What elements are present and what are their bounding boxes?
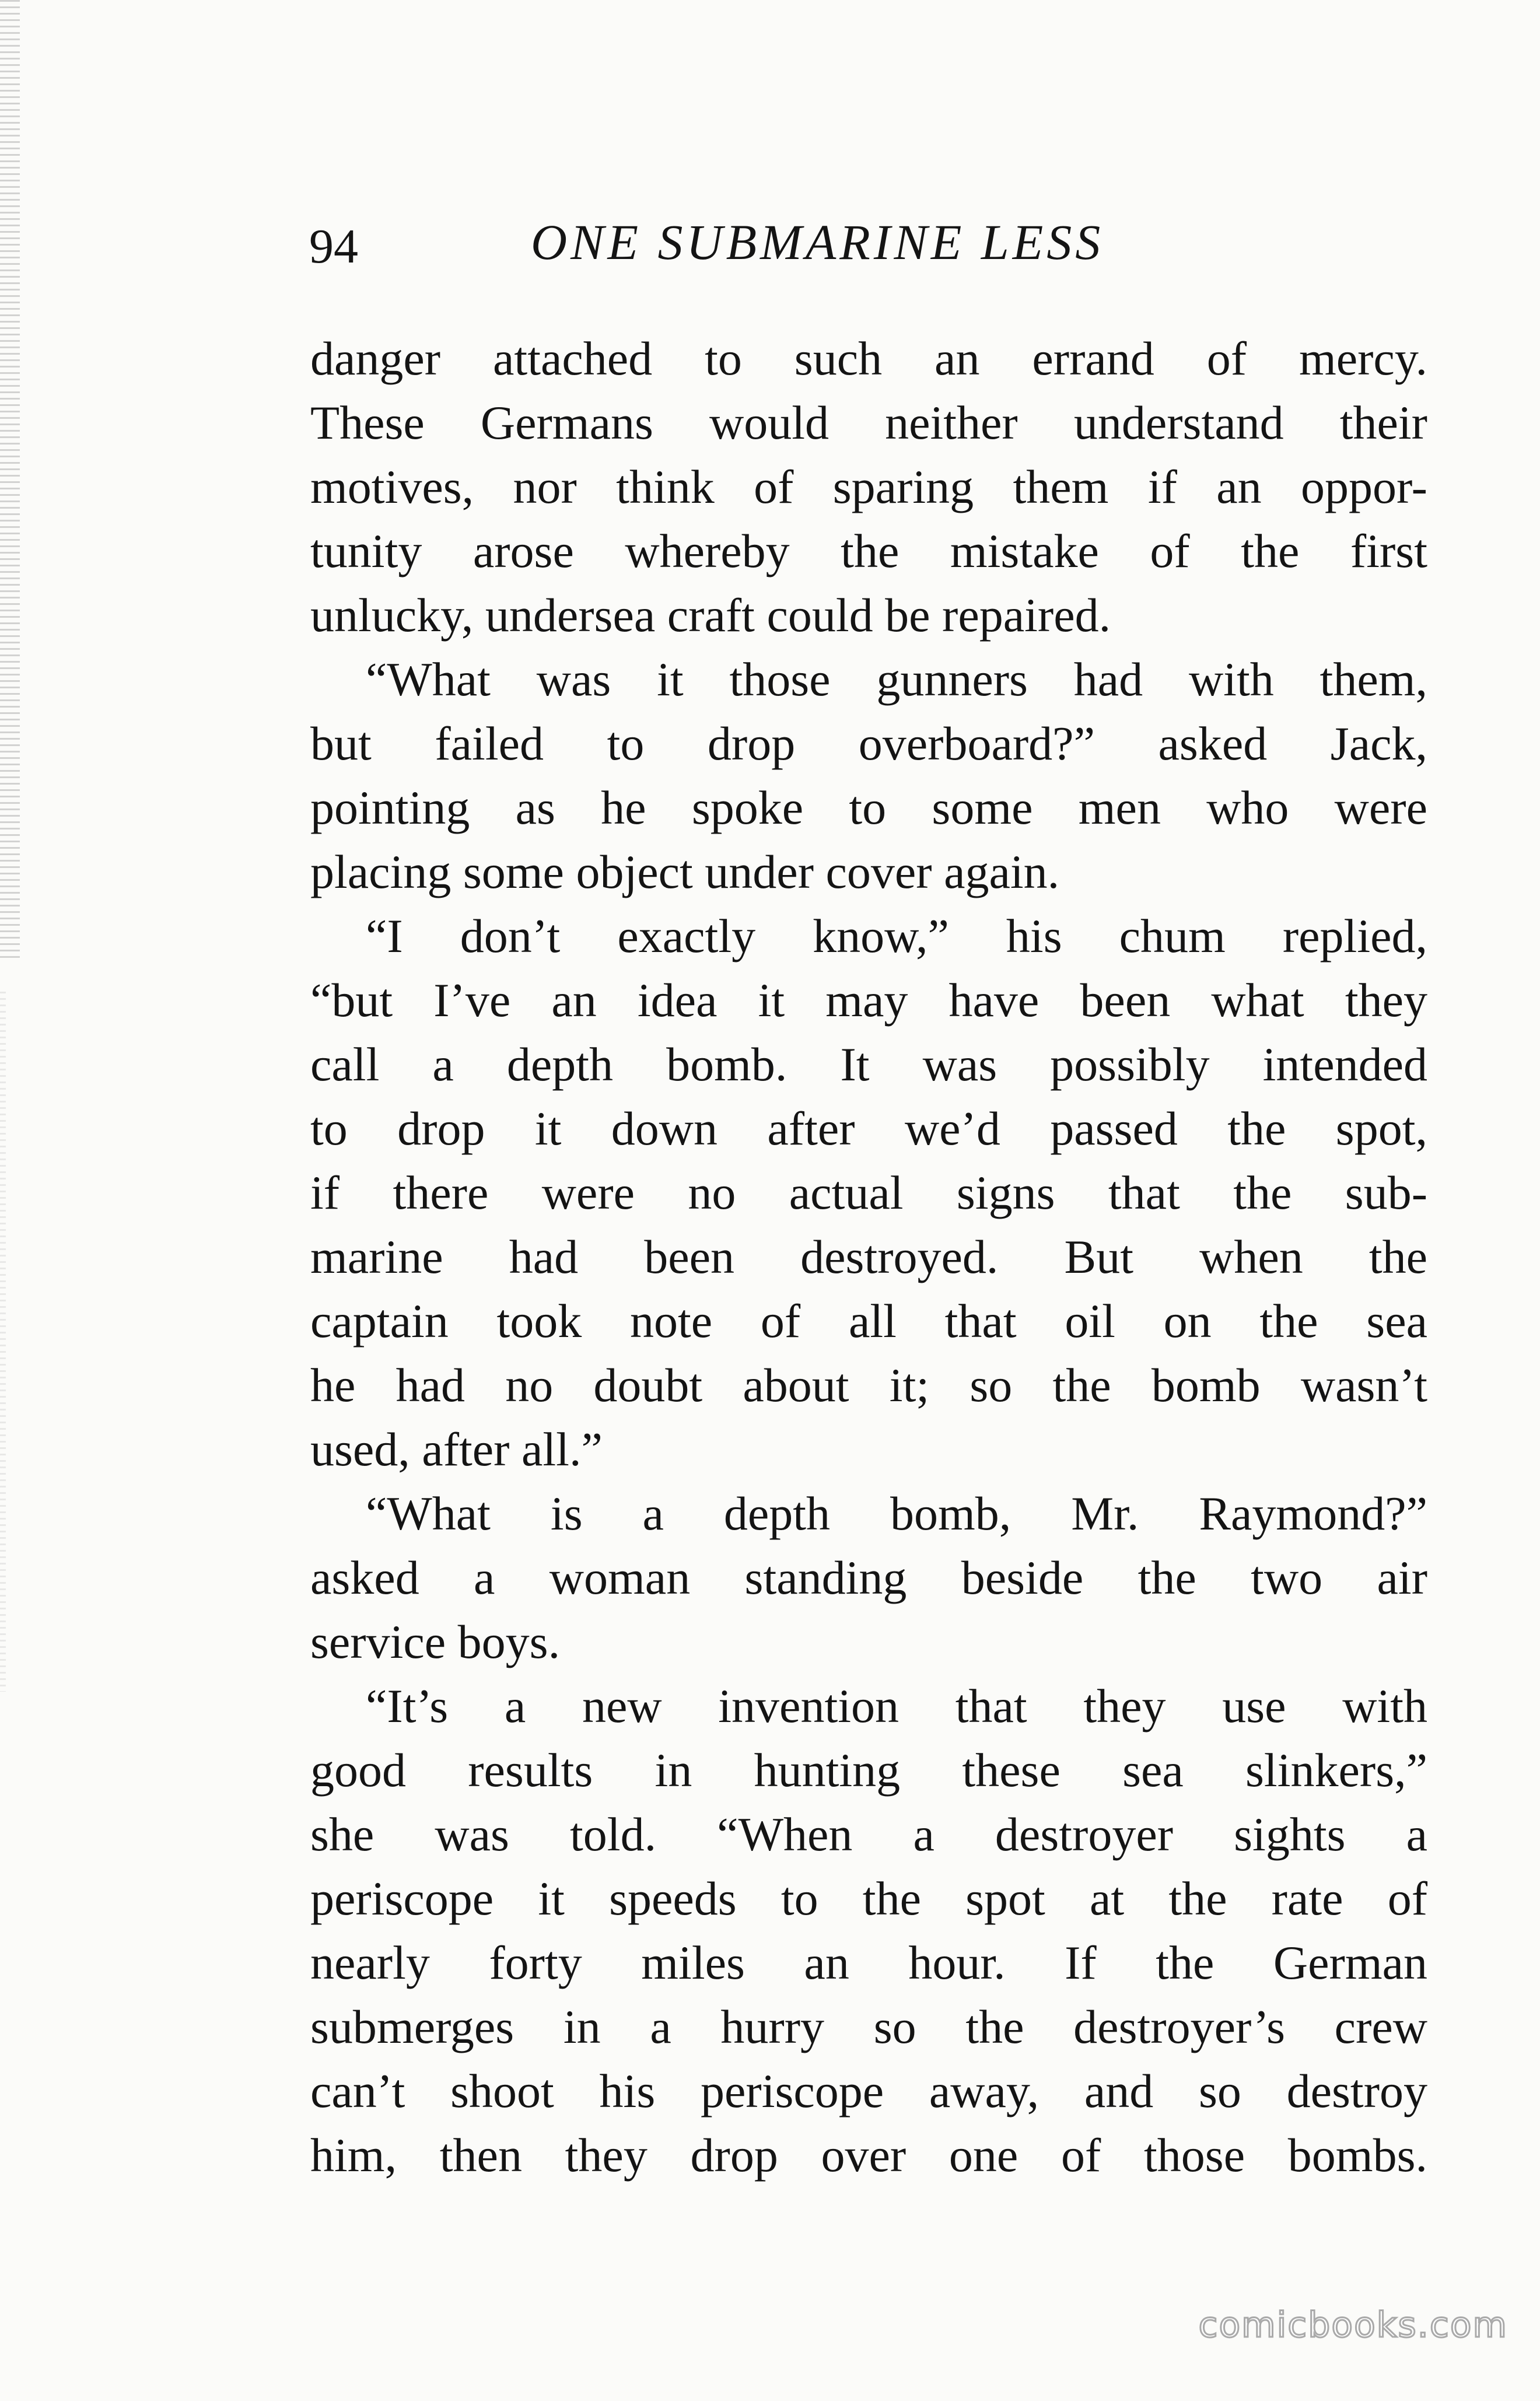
text-line: can’t shoot his periscope away, and so destroy (310, 2064, 1427, 2118)
text-line: tunity arose whereby the mistake of the first (310, 524, 1427, 578)
text-line: he had no doubt about it; so the bomb wasn’t (310, 1359, 1427, 1412)
text-line: used, after all.” (310, 1423, 603, 1476)
text-line: “I don’t exactly know,” his chum replied, (366, 909, 1427, 963)
text-line: “What is a depth bomb, Mr. Raymond?” (366, 1487, 1427, 1540)
scan-edge-artifact (0, 0, 20, 963)
text-line: “What was it those gunners had with them, (366, 653, 1427, 706)
text-line: captain took note of all that oil on the sea (310, 1294, 1427, 1348)
text-line: periscope it speeds to the spot at the rate of (310, 1872, 1427, 1925)
running-title: ONE SUBMARINE LESS (531, 214, 1104, 270)
text-line: These Germans would neither understand their (310, 396, 1427, 449)
text-line: she was told. “When a destroyer sights a (310, 1808, 1427, 1861)
scan-edge-artifact-lower (0, 992, 6, 1692)
text-line: placing some object under cover again. (310, 845, 1060, 898)
text-line: to drop it down after we’d passed the spot, (310, 1102, 1427, 1155)
text-line: danger attached to such an errand of mercy. (310, 332, 1427, 385)
text-line: marine had been destroyed. But when the (310, 1230, 1427, 1283)
text-line: if there were no actual signs that the sub- (310, 1166, 1427, 1219)
body-text (310, 327, 1427, 2188)
page-header (309, 207, 1429, 277)
text-line: but failed to drop overboard?” asked Jack, (310, 717, 1427, 770)
text-line: service boys. (310, 1615, 561, 1668)
text-line: nearly forty miles an hour. If the German (310, 1936, 1427, 1989)
text-line: good results in hunting these sea slinkers,” (310, 1744, 1427, 1797)
watermark-logo: comicbooks.com (1198, 2305, 1508, 2346)
page-number: 94 (309, 219, 358, 274)
text-line: “It’s a new invention that they use with (366, 1679, 1427, 1732)
text-line: unlucky, undersea craft could be repaired. (310, 589, 1111, 642)
text-line: submerges in a hurry so the destroyer’s crew (310, 2000, 1427, 2053)
text-line: “but I’ve an idea it may have been what they (310, 974, 1427, 1027)
text-line: him, then they drop over one of those bombs. (310, 2129, 1427, 2182)
text-line: motives, nor think of sparing them if an oppor- (310, 460, 1427, 513)
text-line: asked a woman standing beside the two air (310, 1551, 1427, 1604)
text-line: call a depth bomb. It was possibly intended (310, 1038, 1427, 1091)
text-line: pointing as he spoke to some men who were (310, 781, 1427, 834)
